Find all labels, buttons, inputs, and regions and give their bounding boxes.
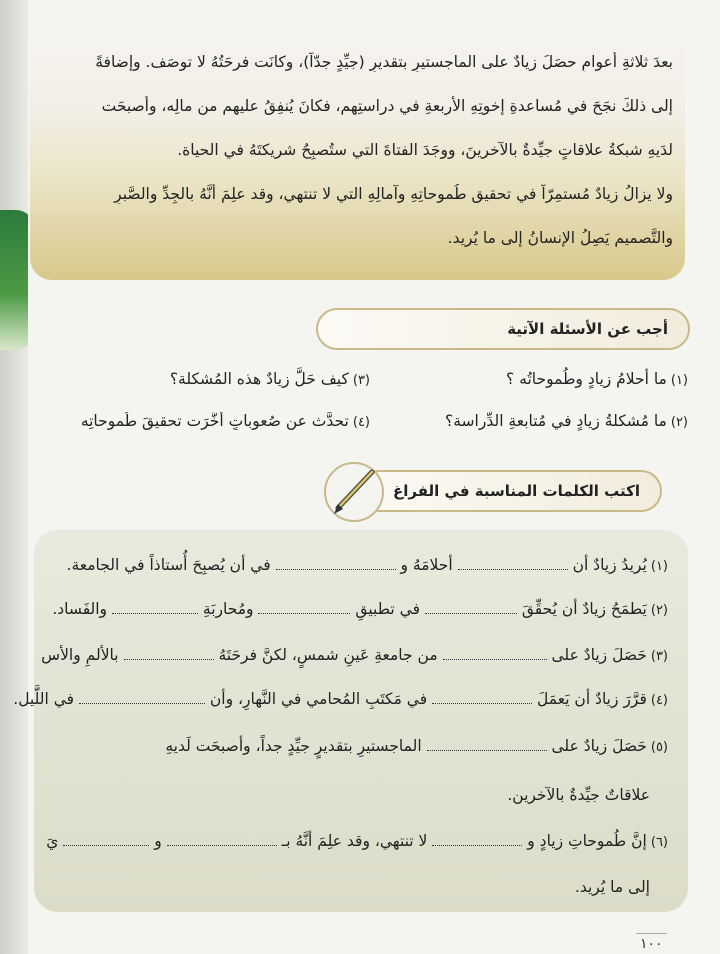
pen-icon-circle — [324, 462, 384, 522]
passage-line-5: والتَّصميمِ يَصِلُ الإنسانُ إلى ما يُريد. — [447, 229, 673, 247]
fill-item-2: (٢)يَطمَحُ زيادٌ أن يُحقِّقَ في تطبيقِ ومُحاربَةِ والفَساد. — [52, 600, 668, 618]
fill-item-5-line2: علاقاتٌ جيِّدةٌ بالآخرين. — [507, 786, 650, 804]
blank[interactable] — [427, 738, 547, 751]
fill-item-1: (١)يُريدُ زيادٌ أن أحلامَهُ و في أن يُصبِحَ أُستاذاً في الجامعة. — [66, 556, 668, 574]
questions-header — [316, 308, 690, 350]
blank[interactable] — [443, 647, 547, 660]
fill-blanks-header — [358, 470, 662, 512]
previous-page-edge — [0, 0, 30, 954]
blank[interactable] — [276, 557, 396, 570]
passage-line-1: بعدَ ثلاثةِ أعوامٍ حصَلَ زيادٌ على الماجستيرِ بتقديرِ (جيِّدٍ جدّاً)، وكانَت فرحَتُهُ لا توصَف. وإضافةً — [95, 53, 673, 71]
blank[interactable] — [79, 691, 205, 704]
fill-item-6: (٦)إنَّ طُموحاتِ زيادٍ و لا تنتهي، وقد علِمَ أنَّهُ بـ و يَ — [46, 832, 668, 850]
question-2: (٢)ما مُشكلةُ زيادٍ في مُتابعةِ الدِّراسة؟ — [445, 412, 688, 430]
reading-passage — [30, 30, 685, 280]
passage-line-3: لدَيهِ شبكةُ علاقاتٍ جيِّدةٌ بالآخرينَ، ووجَدَ الفتاةَ التي ستُصبِحُ شريكتَهُ في الحياة. — [177, 141, 673, 159]
blank[interactable] — [458, 557, 568, 570]
blank[interactable] — [432, 691, 532, 704]
blank[interactable] — [258, 601, 350, 614]
fill-item-4: (٤)قرَّرَ زيادٌ أن يَعمَلَ في مَكتَبِ المُحامي في النَّهارِ، وأن في اللَّيل. — [13, 690, 668, 708]
fill-item-3: (٣)حَصَلَ زيادٌ على من جامعةِ عَينِ شمسٍ، لكنَّ فرحَتَهُ بالألمِ والأس — [41, 646, 668, 664]
fill-blanks-box — [34, 530, 688, 912]
blank[interactable] — [63, 833, 149, 846]
question-3: (٣)كيف حَلَّ زيادٌ هذه المُشكلة؟ — [169, 370, 370, 388]
blank[interactable] — [124, 647, 214, 660]
fill-blanks-title: اكتب الكلمات المناسبة في الفراغ — [393, 482, 640, 500]
fill-item-6-line2: إلى ما يُريد. — [574, 878, 650, 896]
question-4: (٤)تحدَّث عن صُعوباتٍ أخَّرَت تحقيقَ طُموحاتِه — [80, 412, 370, 430]
page-number: ١٠٠ — [636, 933, 667, 954]
pen-icon — [326, 464, 382, 520]
blank[interactable] — [432, 833, 522, 846]
passage-line-2: إلى ذلكَ نجَحَ في مُساعدةِ إخوتِهِ الأربعةِ في دراستِهِم، فكانَ يُنفِقُ عليهِم من مالِه، وأصبحَت — [101, 97, 673, 115]
blank[interactable] — [112, 601, 198, 614]
blank[interactable] — [425, 601, 517, 614]
fill-item-5: (٥)حَصَلَ زيادٌ على الماجستيرِ بتقديرٍ جيِّدٍ جداً، وأصبحَت لَديهِ — [165, 737, 668, 755]
questions-title: أجب عن الأسئلة الآتية — [507, 320, 668, 338]
blank[interactable] — [167, 833, 277, 846]
passage-line-4: ولا يزالُ زيادٌ مُستمِرّاً في تحقيقِ طُموحاتِهِ وآمالِهِ التي لا تنتهي، وقد علِمَ أنَّهُ بالجِدِّ والصَّبرِ — [114, 185, 673, 203]
question-1: (١)ما أحلامُ زيادٍ وطُموحاتُه ؟ — [506, 370, 688, 388]
